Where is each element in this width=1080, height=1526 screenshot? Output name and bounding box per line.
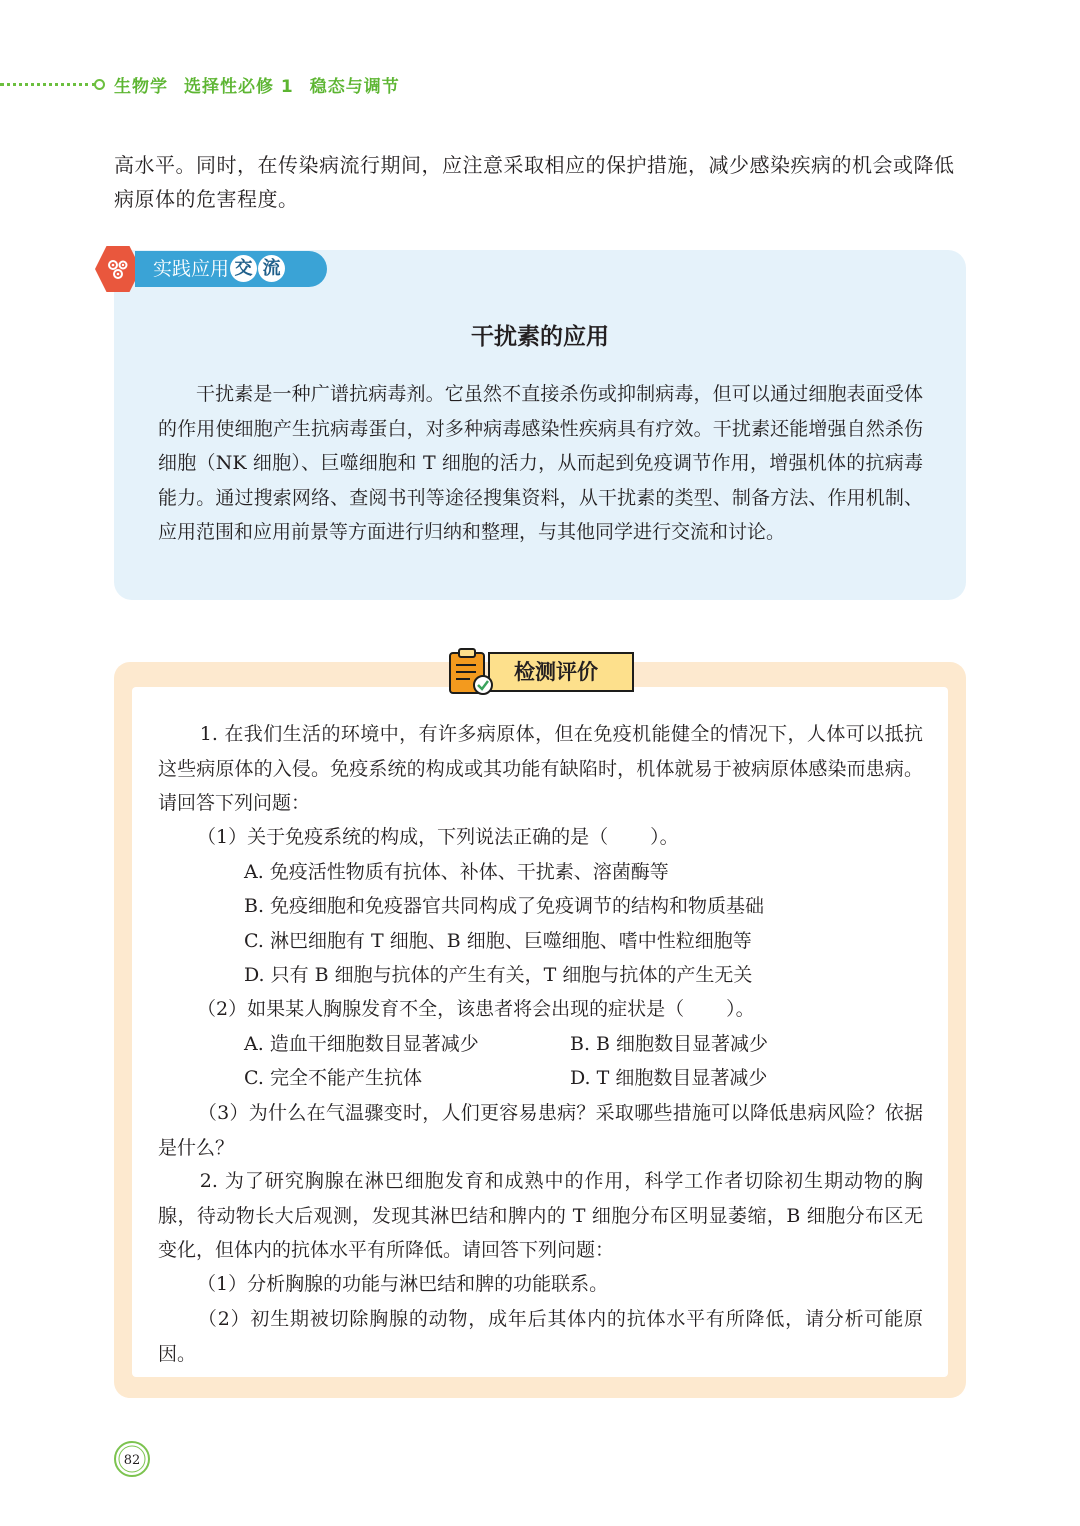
question-1-2 <box>197 994 755 1021</box>
practice-body: 干扰素是一种广谱抗病毒剂。它虽然不直接杀伤或抑制病毒，但可以通过细胞表面受体的作用使细胞产生抗病毒蛋白，对多种病毒感染性疾病具有疗效。干扰素还能增强自然杀伤细胞（NK 细胞）、巨噬细胞和 T 细胞的活力，从而起到免疫调节作用，增强机体的抗病毒能力。通过搜索网络、查阅书刊等途径搜集资料，从干扰素的类型、制备方法、作用机制、应用范围和应用前景等方面进行归纳和整理，与其他同学进行交流和讨论。 <box>158 383 923 543</box>
page-number-badge <box>112 1439 152 1479</box>
practice-badge <box>95 246 327 292</box>
question-1-1 <box>197 822 679 849</box>
practice-badge-label <box>135 251 327 287</box>
question-2-1: （1）分析胸腺的功能与淋巴结和脾的功能联系。 <box>197 1273 609 1295</box>
running-header <box>0 70 1080 100</box>
option-1-1-a: A. 免疫活性物质有抗体、补体、干扰素、溶菌酶等 <box>244 861 669 883</box>
option-1-2-b: B. B 细胞数目显著减少 <box>570 1033 769 1055</box>
evaluation-title: 检测评价 <box>488 652 634 692</box>
clipboard-check-icon <box>446 647 498 701</box>
question-1-stem: 1. 在我们生活的环境中，有许多病原体，但在免疫机能健全的情况下，人体可以抵抗这些病原体的入侵。免疫系统的构成或其功能有缺陷时，机体就易于被病原体感染而患病。请回答下列问题： <box>158 723 923 814</box>
practice-badge-prefix: 实践应用 <box>153 258 230 280</box>
option-1-2-a: A. 造血干细胞数目显著减少 <box>244 1033 479 1055</box>
header-book: 选择性必修 1 <box>184 77 294 97</box>
practice-badge-char-2: 流 <box>258 255 285 282</box>
option-1-2-d: D. T 细胞数目显著减少 <box>570 1067 768 1089</box>
option-1-2-c: C. 完全不能产生抗体 <box>244 1067 422 1089</box>
option-1-1-b: B. 免疫细胞和免疫器官共同构成了免疫调节的结构和物质基础 <box>244 895 765 917</box>
practice-badge-char-1: 交 <box>230 255 257 282</box>
question-1-1-close: ）。 <box>650 826 679 848</box>
intro-paragraph: 高水平。同时，在传染病流行期间，应注意采取相应的保护措施，减少感染疾病的机会或降低病原体的危害程度。 <box>114 153 955 211</box>
option-1-1-c: C. 淋巴细胞有 T 细胞、B 细胞、巨噬细胞、嗜中性粒细胞等 <box>244 930 752 952</box>
option-1-1-d: D. 只有 B 细胞与抗体的产生有关，T 细胞与抗体的产生无关 <box>244 964 753 986</box>
question-1-3: （3）为什么在气温骤变时，人们更容易患病？采取哪些措施可以降低患病风险？依据是什么？ <box>158 1102 923 1159</box>
header-unit: 稳态与调节 <box>309 77 400 97</box>
question-1-2-close: ）。 <box>726 998 755 1020</box>
header-circle-icon <box>94 79 105 90</box>
question-2-2: （2）初生期被切除胸腺的动物，成年后其体内的抗体水平有所降低，请分析可能原因。 <box>158 1308 923 1365</box>
question-2-stem: 2. 为了研究胸腺在淋巴细胞发育和成熟中的作用，科学工作者切除初生期动物的胸腺，待动物长大后观测，发现其淋巴结和脾内的 T 细胞分布区明显萎缩，B 细胞分布区无变化，但体内的抗体水平有所降低。请回答下列问题： <box>158 1170 923 1261</box>
header-title <box>114 72 416 97</box>
page-number: 82 <box>123 1453 141 1468</box>
practice-title: 干扰素的应用 <box>471 324 609 350</box>
header-subject: 生物学 <box>114 77 168 97</box>
question-1-2-text: （2）如果某人胸腺发育不全，该患者将会出现的症状是（ <box>197 998 685 1020</box>
question-1-1-text: （1）关于免疫系统的构成，下列说法正确的是（ <box>197 826 609 848</box>
header-dotted-line <box>0 83 96 86</box>
